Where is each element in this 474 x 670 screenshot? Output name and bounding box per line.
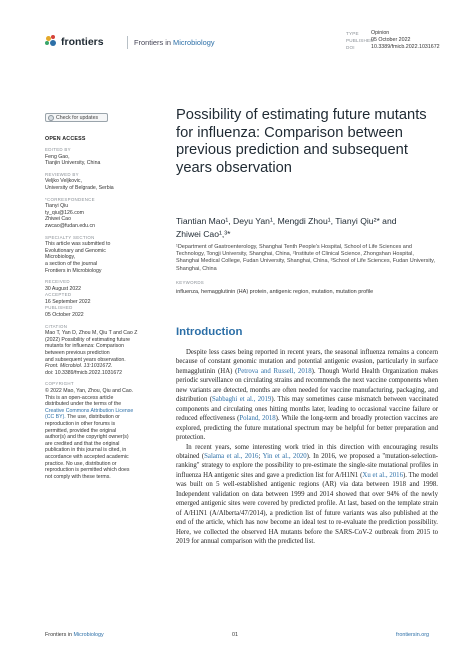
- doi-link[interactable]: 10.3389/fmicb.2022.1031672: [371, 44, 440, 51]
- copyright-line: practice. No use, distribution or: [45, 460, 117, 467]
- header-divider: [127, 36, 128, 49]
- corr-author-2: Zhiwei Cao: [45, 216, 71, 223]
- authors-line-2: Zhiwei Cao¹,³*: [176, 228, 231, 239]
- keywords-label: KEYWORDS: [176, 280, 205, 285]
- copyright-line: © 2022 Mao, Yan, Zhou, Qiu and Cao.: [45, 388, 134, 394]
- sidebar-published-date: 05 October 2022: [45, 312, 84, 319]
- specialty-label: SPECIALTY SECTION: [45, 234, 95, 240]
- copyright-line: publication in this journal is cited, in: [45, 447, 127, 454]
- accepted-label: ACCEPTED: [45, 292, 72, 298]
- text-span: Despite less cases being reported in recent years, the seasonal influenza remains a concern because of constant genomic mutation and potential antigenic evasion, particularly in surface hemagglutinin (HA) (: [176, 349, 438, 375]
- open-access-label: OPEN ACCESS: [45, 136, 86, 142]
- citation-line: Front. Microbiol. 13:1031672.: [45, 363, 113, 370]
- specialty-line: This article was submitted to: [45, 241, 111, 248]
- editor-affiliation: Tianjin University, China: [45, 160, 101, 167]
- text-span: ). While the long-term and broadly protection vaccines are explored, predicting the future mutational spectrum may be helpful for better preparation and protection.: [176, 415, 438, 442]
- authors-line-1: Tiantian Mao¹, Deyu Yan¹, Mengdi Zhou¹, Tianyi Qiu²* and: [176, 216, 397, 226]
- check-updates-label: Check for updates: [56, 114, 99, 121]
- sidebar: [45, 113, 153, 480]
- cc-license-link[interactable]: Creative Commons Attribution License: [45, 407, 134, 414]
- section-heading-introduction: Introduction: [176, 326, 243, 338]
- check-updates-icon: [48, 115, 54, 121]
- citation-line: between previous prediction: [45, 350, 110, 357]
- published-date: 05 October 2022: [371, 37, 411, 44]
- frontiers-wordmark: frontiers: [61, 35, 104, 48]
- citation-doi[interactable]: doi: 10.3389/fmicb.2022.1031672: [45, 369, 123, 376]
- text-span: ;: [258, 452, 263, 460]
- paragraph-1: [176, 348, 438, 443]
- journal-name[interactable]: [134, 38, 215, 47]
- received-date: 30 August 2022: [45, 285, 82, 292]
- copyright-line: are credited and that the original: [45, 440, 120, 447]
- copyright-line: accordance with accepted academic: [45, 453, 129, 460]
- article-meta: [346, 30, 440, 51]
- citation-label: CITATION: [45, 323, 68, 329]
- copyright-line: The use, distribution or: [67, 414, 120, 421]
- article-title: Possibility of estimating future mutants for influenza: Comparison between previous prediction and subsequent years observation: [176, 107, 427, 176]
- article-type: Opinion: [371, 30, 390, 36]
- edited-by: [45, 147, 153, 167]
- citation-line: and subsequent years observation.: [45, 356, 126, 363]
- copyright-line: permitted, provided the original: [45, 427, 117, 434]
- page-number: 01: [232, 632, 238, 638]
- reference-link[interactable]: Poland, 2018: [239, 415, 276, 423]
- copyright: [45, 381, 153, 480]
- corr-author-1: Tianyi Qiu: [45, 203, 69, 210]
- specialty-section: [45, 235, 153, 275]
- text-span: In recent years, some interesting work tried in this direction with encouraging results obtained (: [176, 443, 438, 460]
- reviewer-name: Veljko Veljkovic,: [45, 178, 82, 185]
- affiliations: ¹Department of Gastroenterology, Shanghai Tenth People's Hospital, School of Life Sciences and Technology, Tongji University, Shanghai, China, ²Institute of Clinical Science, Zhongshan Hospital, Shanghai Medical College, Fudan University, Shanghai, China, ³School of Life Sciences, Fudan University, Shanghai, China: [176, 244, 436, 272]
- reviewed-by: [45, 172, 153, 192]
- reference-link[interactable]: Sabbaghi et al., 2019: [212, 396, 272, 404]
- keywords: influenza, hemagglutinin (HA) protein, antigenic region, mutation, mutation profile: [176, 289, 374, 295]
- reviewed-by-label: REVIEWED BY: [45, 171, 79, 177]
- citation-line: (2022) Possibility of estimating future: [45, 336, 131, 343]
- reference-link[interactable]: Petrova and Russell, 2018: [237, 367, 312, 375]
- corr-email-1[interactable]: ty_qiu@126.com: [45, 209, 85, 216]
- specialty-line: Evolutionary and Genomic: [45, 247, 106, 254]
- frontiers-logo[interactable]: [45, 35, 104, 48]
- text-span: ). This may sometimes cause mismatch between vaccinated components and circulating ones hitting months later, leading to occasional vaccine failure or reduced effectiveness (: [176, 396, 438, 423]
- paragraph-2: [176, 443, 438, 547]
- copyright-line: author(s) and the copyright owner(s): [45, 434, 129, 441]
- corr-email-2[interactable]: zwcao@fudan.edu.cn: [45, 222, 95, 229]
- copyright-line: reproduction is permitted which does: [45, 467, 130, 474]
- accepted-date: 16 September 2022: [45, 298, 91, 305]
- footer-site-link[interactable]: frontiersin.org: [396, 632, 429, 638]
- sidebar-published-label: PUBLISHED: [45, 305, 73, 311]
- type-label: TYPE: [346, 31, 359, 36]
- doi-label: DOI: [346, 45, 355, 51]
- citation-line: mutants for influenza: Comparison: [45, 343, 125, 350]
- editor-name: Feng Gao,: [45, 153, 70, 160]
- journal-prefix: Frontiers in: [134, 38, 174, 47]
- authors: [176, 215, 436, 240]
- text-span: ). The model was built on 5 well-established antigenic regions (AR) via data between 1918 and 1998. Independent validation on data between 1999 and 2014 showed that over 94% of the newly emerged antigenic sites were covered by predicted profile. At last, based on the template strain of A/H1N1 (A/Alberta/47/2014), a prediction list of future variants was also published at the end of the article, which has now become an ideal test to re-evaluate the prediction possibility. Here, we collected the observed HA mutants before the SARS-CoV-2 outbreak from 2015 to 2019 for annual comparison with the predicted list.: [176, 471, 439, 546]
- article-dates: [45, 279, 153, 319]
- edited-by-label: EDITED BY: [45, 147, 71, 152]
- correspondence: [45, 197, 153, 230]
- check-updates-button[interactable]: [45, 113, 108, 122]
- citation-line: Mao T, Yan D, Zhou M, Qiu T and Cao Z: [45, 330, 138, 337]
- received-label: RECEIVED: [45, 279, 70, 285]
- footer-journal-name: Microbiology: [73, 632, 104, 638]
- citation: [45, 324, 153, 377]
- copyright-line: This is an open-access article: [45, 394, 114, 401]
- published-label: PUBLISHED: [346, 38, 374, 44]
- text-span: ). Though World Health Organization makes periodic surveillance on circulating strains and recommends the next vaccine components when new variants are detected, months are often needed for vaccine manufacturing, packaging, and distribution (: [176, 367, 438, 404]
- copyright-line: distributed under the terms of the: [45, 401, 122, 408]
- copyright-label: COPYRIGHT: [45, 381, 74, 387]
- specialty-line: a section of the journal: [45, 260, 98, 267]
- footer-journal: [45, 632, 104, 638]
- reference-link[interactable]: Yin et al., 2020: [262, 452, 307, 460]
- correspondence-label: *CORRESPONDENCE: [45, 196, 95, 202]
- copyright-line: not comply with these terms.: [45, 473, 111, 480]
- specialty-line: Frontiers in Microbiology: [45, 267, 102, 274]
- reviewer-affiliation: University of Belgrade, Serbia: [45, 184, 114, 191]
- reference-link[interactable]: Salama et al., 2016: [204, 452, 259, 460]
- frontiers-logo-icon: [45, 35, 58, 48]
- specialty-line: Microbiology,: [45, 254, 76, 261]
- journal-title: Microbiology: [173, 38, 215, 47]
- copyright-line: reproduction in other forums is: [45, 420, 116, 427]
- reference-link[interactable]: Xu et al., 2016: [362, 471, 403, 479]
- footer-journal-prefix: Frontiers in: [45, 632, 74, 638]
- cc-by-link[interactable]: (CC BY).: [45, 414, 66, 421]
- text-span: ). In 2016, we proposed a "mutation-selection-ranking" strategy to explore the possibility to pre-estimate the single-site mutational profiles in influenza HA antigenic sites and gave a prediction list for A/H1N1 (: [176, 452, 438, 479]
- body-text: [176, 348, 438, 547]
